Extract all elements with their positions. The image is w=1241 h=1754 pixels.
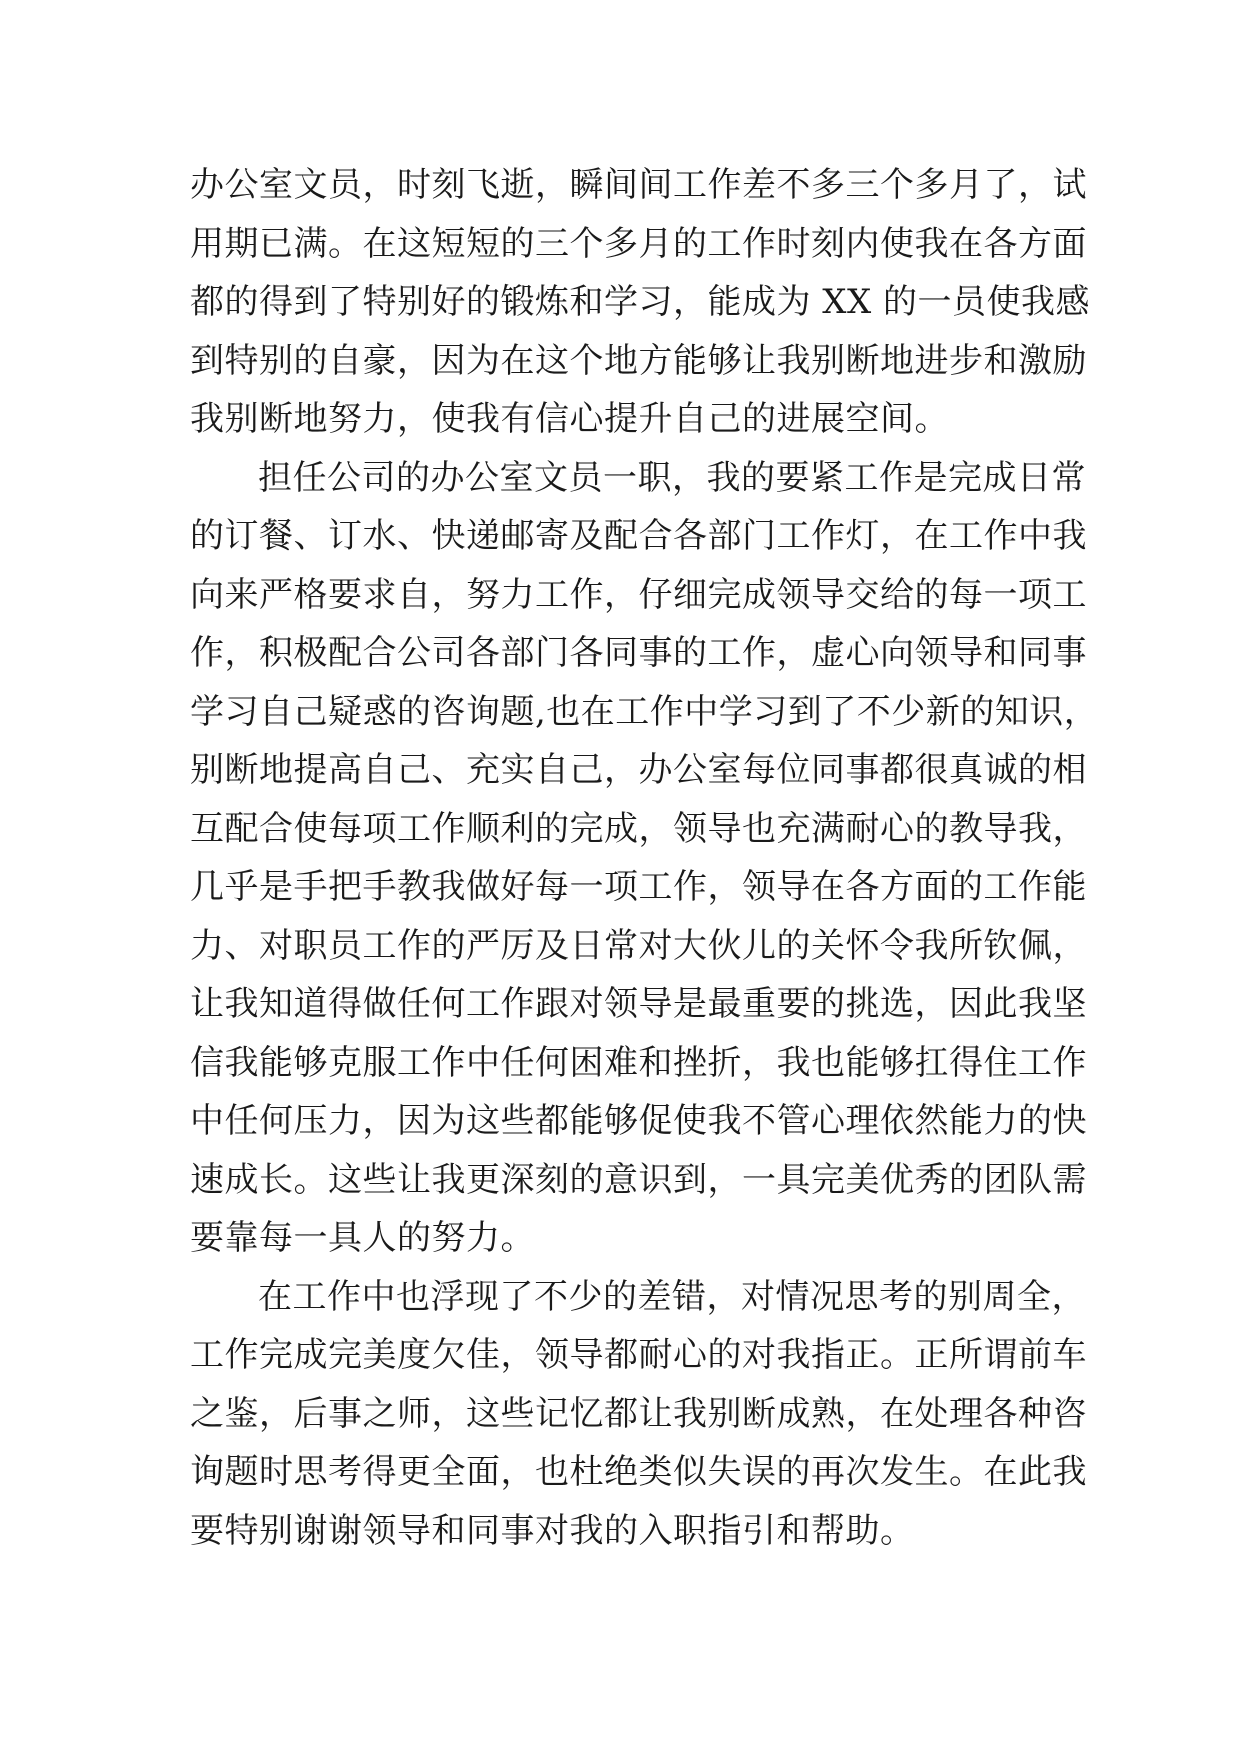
text-line: 互配合使每项工作顺利的完成，领导也充满耐心的教导我， [190, 808, 1087, 849]
text-line: 作，积极配合公司各部门各同事的工作，虚心向领导和同事 [190, 633, 1087, 673]
text-line: 要特别谢谢领导和同事对我的入职指引和帮助。 [190, 1510, 915, 1551]
text-line: 之鉴，后事之师，这些记忆都让我别断成熟，在处理各种咨 [190, 1393, 1087, 1434]
text-line: 几乎是手把手教我做好每一项工作，领导在各方面的工作能 [190, 867, 1087, 907]
text-line: 都的得到了特别好的锻炼和学习，能成为 XX 的一员使我感 [190, 282, 1091, 322]
text-line: 到特别的自豪，因为在这个地方能够让我别断地进步和激励 [190, 340, 1087, 381]
text-line: 担任公司的办公室文员一职，我的要紧工作是完成日常 [258, 457, 1086, 498]
text-line: 的订餐、订水、快递邮寄及配合各部门工作灯，在工作中我 [190, 516, 1087, 556]
text-line: 向来严格要求自，努力工作，仔细完成领导交给的每一项工 [190, 574, 1087, 615]
text-line: 学习自己疑惑的咨询题,也在工作中学习到了不少新的知识， [190, 691, 1099, 732]
text-line: 工作完成完美度欠佳，领导都耐心的对我指正。正所谓前车 [190, 1335, 1087, 1375]
text-line: 在工作中也浮现了不少的差错，对情况思考的别周全， [258, 1276, 1086, 1317]
document-body [190, 156, 1099, 1560]
text-line: 别断地提高自己、充实自己，办公室每位同事都很真诚的相 [190, 750, 1087, 790]
text-line: 力、对职员工作的严厉及日常对大伙儿的关怀令我所钦佩， [190, 925, 1087, 966]
text-line: 询题时思考得更全面，也杜绝类似失误的再次发生。在此我 [190, 1452, 1087, 1492]
text-line: 用期已满。在这短短的三个多月的工作时刻内使我在各方面 [190, 223, 1087, 264]
text-line: 让我知道得做任何工作跟对领导是最重要的挑选，因此我坚 [190, 984, 1087, 1024]
text-line: 要靠每一具人的努力。 [190, 1218, 535, 1258]
text-line: 办公室文员，时刻飞逝，瞬间间工作差不多三个多月了，试 [190, 165, 1087, 205]
text-line: 我别断地努力，使我有信心提升自己的进展空间。 [190, 399, 949, 439]
text-line: 信我能够克服工作中任何困难和挫折，我也能够扛得住工作 [190, 1042, 1087, 1083]
text-line: 中任何压力，因为这些都能够促使我不管心理依然能力的快 [190, 1101, 1087, 1141]
text-line: 速成长。这些让我更深刻的意识到，一具完美优秀的团队需 [190, 1159, 1087, 1200]
